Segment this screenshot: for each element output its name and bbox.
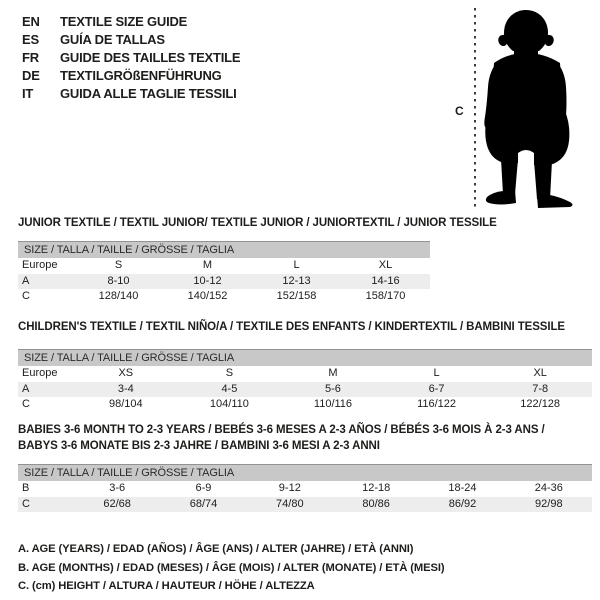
age-cell: 6-7 (428, 382, 445, 395)
language-row-es (22, 31, 240, 49)
language-code: DE (22, 68, 40, 83)
size-cell: S (114, 259, 123, 271)
row-label: C (22, 398, 30, 410)
language-row-de (22, 67, 240, 85)
row-label: A (22, 382, 30, 395)
months-cell: 6-9 (195, 482, 212, 494)
junior-size-table (18, 241, 430, 305)
height-cell: 110/116 (313, 398, 353, 410)
language-row-en (22, 13, 240, 31)
age-cell: 4-5 (221, 382, 238, 395)
table-row-height (18, 497, 592, 513)
babies-table-title-line1: BABIES 3-6 MONTH TO 2-3 YEARS / BEBÉS 3-6 MESES A 2-3 AÑOS / BÉBÉS 3-6 MOIS À 2-3 ANS / (18, 424, 545, 436)
months-cell: 18-24 (448, 482, 477, 494)
table-row-height (18, 289, 430, 305)
legend-line-b: B. AGE (MONTHS) / EDAD (MESES) / ÂGE (MOIS) / ALTER (MONATE) / ETÀ (MESI) (18, 561, 445, 574)
size-cell: M (328, 367, 338, 379)
size-cell: S (225, 367, 234, 379)
row-label: C (22, 290, 30, 302)
age-cell: 8-10 (107, 274, 130, 287)
table-row-months (18, 481, 592, 497)
size-cell: L (433, 367, 440, 379)
months-cell: 12-18 (362, 482, 391, 494)
age-cell: 3-4 (117, 382, 134, 395)
language-code: IT (22, 86, 34, 101)
language-title: GUIDE DES TAILLES TEXTILE (60, 50, 241, 65)
size-header-bar: SIZE / TALLA / TAILLE / GRÖSSE / TAGLIA (18, 241, 430, 258)
row-label: C (22, 497, 30, 510)
row-label: B (22, 482, 30, 494)
language-code: FR (22, 50, 39, 65)
height-cell: 80/86 (362, 497, 390, 510)
language-code: EN (22, 14, 40, 29)
months-cell: 3-6 (109, 482, 126, 494)
size-cell: XS (118, 367, 134, 379)
size-header-bar: SIZE / TALLA / TAILLE / GRÖSSE / TAGLIA (18, 464, 592, 481)
language-row-it (22, 85, 240, 103)
table-row-europe (18, 366, 592, 382)
height-cell: 92/98 (535, 497, 563, 510)
babies-table-title-line2: BABYS 3-6 MONATE BIS 2-3 JAHRE / BAMBINI 3-6 MESI A 2-3 ANNI (18, 440, 380, 452)
language-title: TEXTILE SIZE GUIDE (60, 14, 188, 29)
legend (18, 540, 445, 596)
row-label: Europe (22, 259, 58, 271)
age-cell: 10-12 (193, 274, 222, 287)
height-cell: 74/80 (276, 497, 304, 510)
height-cell: 116/122 (417, 398, 457, 410)
height-cell: 68/74 (189, 497, 218, 510)
height-cell: 140/152 (187, 290, 228, 302)
babies-size-table (18, 464, 592, 512)
table-row-europe (18, 258, 430, 274)
language-row-fr (22, 49, 240, 67)
height-measure-label: C (455, 104, 464, 118)
size-cell: XL (533, 367, 547, 379)
legend-line-a: A. AGE (YEARS) / EDAD (AÑOS) / ÂGE (ANS) / ALTER (JAHRE) / ETÀ (ANNI) (18, 543, 414, 555)
children-table-title: CHILDREN'S TEXTILE / TEXTIL NIÑO/A / TEXTILE DES ENFANTS / KINDERTEXTIL / BAMBINI TESSILE (18, 321, 565, 333)
height-cell: 98/104 (108, 398, 143, 410)
height-cell: 86/92 (448, 497, 477, 510)
language-list (22, 13, 240, 103)
age-cell: 7-8 (532, 382, 549, 395)
size-cell: L (293, 259, 300, 271)
age-cell: 14-16 (371, 274, 400, 287)
table-row-height (18, 397, 592, 413)
row-label: A (22, 274, 30, 287)
table-row-age (18, 274, 430, 290)
age-cell: 12-13 (282, 274, 311, 287)
language-code: ES (22, 32, 39, 47)
height-cell: 122/128 (520, 398, 561, 410)
legend-line-c: C. (cm) HEIGHT / ALTURA / HAUTEUR / HÖHE / ALTEZZA (18, 580, 315, 592)
size-cell: XL (378, 259, 393, 271)
height-cell: 128/140 (98, 290, 139, 302)
height-cell: 104/110 (209, 398, 249, 410)
baby-silhouette-icon (478, 9, 582, 209)
size-cell: M (202, 259, 213, 271)
row-label: Europe (22, 367, 58, 379)
age-cell: 5-6 (325, 382, 341, 395)
height-cell: 152/158 (276, 290, 317, 302)
language-title: GUÍA DE TALLAS (60, 32, 165, 47)
junior-table-title: JUNIOR TEXTILE / TEXTIL JUNIOR/ TEXTILE JUNIOR / JUNIORTEXTIL / JUNIOR TESSILE (18, 217, 497, 229)
months-cell: 9-12 (278, 482, 301, 494)
language-title: TEXTILGRÖßENFÜHRUNG (60, 68, 222, 83)
height-cell: 62/68 (103, 497, 131, 510)
months-cell: 24-36 (534, 482, 563, 494)
children-size-table (18, 349, 592, 413)
table-row-age (18, 382, 592, 398)
height-cell: 158/170 (365, 290, 406, 302)
size-header-bar: SIZE / TALLA / TAILLE / GRÖSSE / TAGLIA (18, 349, 592, 366)
height-dotted-line (474, 8, 476, 210)
language-title: GUIDA ALLE TAGLIE TESSILI (60, 86, 237, 101)
